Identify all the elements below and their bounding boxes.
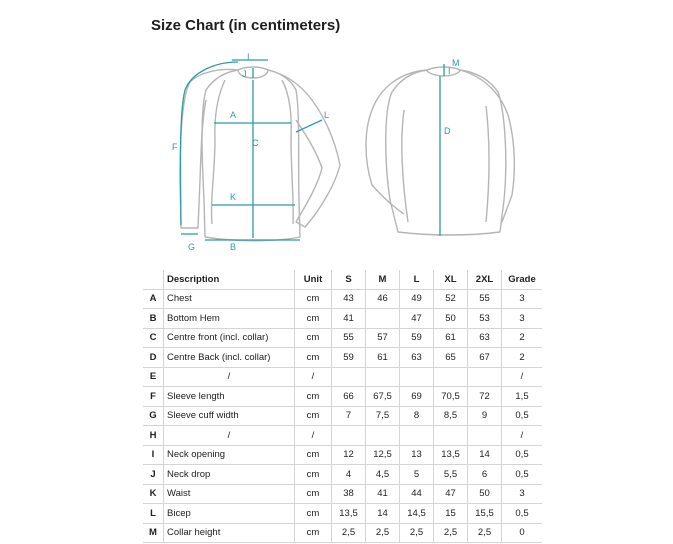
cell-m: 67,5 [366,387,400,407]
cell-grade: 0,5 [502,504,543,524]
col-header-l: L [400,270,434,289]
row-unit: cm [295,406,332,426]
cell-grade: 0 [502,523,543,543]
cell-l: 13 [400,445,434,465]
row-code: E [143,367,164,387]
label-G: G [188,242,196,252]
row-description: Neck drop [164,465,295,485]
row-code: I [143,445,164,465]
cell-2xl [468,426,502,446]
row-description: Bicep [164,504,295,524]
cell-s: 2,5 [332,523,366,543]
cell-l: 69 [400,387,434,407]
cell-grade: 0,5 [502,465,543,485]
label-L: L [324,110,330,120]
cell-s: 7 [332,406,366,426]
col-header-grade: Grade [502,270,543,289]
label-F: F [172,142,178,152]
col-header-xl: XL [434,270,468,289]
cell-m: 61 [366,348,400,368]
cell-s: 43 [332,289,366,309]
cell-2xl: 14 [468,445,502,465]
row-description: Collar height [164,523,295,543]
cell-s: 66 [332,387,366,407]
cell-grade: 0,5 [502,406,543,426]
cell-l: 49 [400,289,434,309]
table-row [143,309,542,329]
cell-s: 4 [332,465,366,485]
cell-s [332,367,366,387]
cell-2xl: 53 [468,309,502,329]
cell-2xl: 9 [468,406,502,426]
table-row [143,406,542,426]
row-unit: cm [295,348,332,368]
cell-l: 63 [400,348,434,368]
row-description: Chest [164,289,295,309]
col-header-2xl: 2XL [468,270,502,289]
label-M: M [452,58,460,68]
cell-l [400,367,434,387]
page-title: Size Chart (in centimeters) [151,17,341,34]
table-row [143,367,542,387]
front-shirt-outline [180,67,340,241]
row-unit: cm [295,309,332,329]
table-row [143,465,542,485]
row-code: C [143,328,164,348]
cell-grade: 2 [502,328,543,348]
row-description: Bottom Hem [164,309,295,329]
label-A: A [230,110,237,120]
cell-xl: 13,5 [434,445,468,465]
cell-2xl: 72 [468,387,502,407]
cell-2xl: 2,5 [468,523,502,543]
cell-grade: 0,5 [502,445,543,465]
cell-grade: 3 [502,309,543,329]
row-description: Centre Back (incl. collar) [164,348,295,368]
cell-xl [434,367,468,387]
row-unit: cm [295,465,332,485]
row-unit: cm [295,289,332,309]
table-row [143,328,542,348]
cell-m: 2,5 [366,523,400,543]
cell-grade: 2 [502,348,543,368]
table-row [143,523,542,543]
cell-xl: 65 [434,348,468,368]
cell-m: 14 [366,504,400,524]
row-unit: cm [295,328,332,348]
row-code: F [143,387,164,407]
cell-m [366,367,400,387]
cell-xl: 47 [434,484,468,504]
cell-l: 59 [400,328,434,348]
cell-grade: 1,5 [502,387,543,407]
garment-illustration [0,0,673,260]
col-header-m: M [366,270,400,289]
cell-xl: 70,5 [434,387,468,407]
cell-s: 12 [332,445,366,465]
cell-grade: 3 [502,484,543,504]
cell-2xl: 63 [468,328,502,348]
cell-xl [434,426,468,446]
cell-2xl: 6 [468,465,502,485]
table-row [143,484,542,504]
row-description: / [164,426,295,446]
cell-l: 44 [400,484,434,504]
row-code: M [143,523,164,543]
cell-s: 55 [332,328,366,348]
cell-2xl [468,367,502,387]
cell-l: 2,5 [400,523,434,543]
label-M-sub: I [448,66,451,76]
col-header-code [143,270,164,289]
col-header-s: S [332,270,366,289]
cell-s: 41 [332,309,366,329]
cell-l: 47 [400,309,434,329]
row-description: Sleeve length [164,387,295,407]
row-unit: cm [295,504,332,524]
cell-m: 46 [366,289,400,309]
cell-xl: 8,5 [434,406,468,426]
row-code: J [143,465,164,485]
cell-m: 12,5 [366,445,400,465]
cell-grade: / [502,426,543,446]
cell-m: 57 [366,328,400,348]
cell-m [366,426,400,446]
row-unit: cm [295,445,332,465]
row-description: Sleeve cuff width [164,406,295,426]
row-code: B [143,309,164,329]
garment-diagram [0,0,673,260]
table-row [143,504,542,524]
row-code: D [143,348,164,368]
cell-l: 14,5 [400,504,434,524]
cell-m: 41 [366,484,400,504]
cell-2xl: 15,5 [468,504,502,524]
cell-xl: 2,5 [434,523,468,543]
cell-m [366,309,400,329]
cell-2xl: 55 [468,289,502,309]
label-D: D [444,126,451,136]
cell-s: 59 [332,348,366,368]
table-row [143,445,542,465]
cell-2xl: 50 [468,484,502,504]
row-code: H [143,426,164,446]
size-table [143,270,542,543]
row-code: L [143,504,164,524]
row-unit: cm [295,387,332,407]
cell-l [400,426,434,446]
table-row [143,348,542,368]
row-unit: / [295,367,332,387]
cell-m: 4,5 [366,465,400,485]
row-description: / [164,367,295,387]
cell-grade: 3 [502,289,543,309]
cell-m: 7,5 [366,406,400,426]
label-C: C [252,138,259,148]
row-unit: / [295,426,332,446]
table-header-row [143,270,542,289]
row-description: Centre front (incl. collar) [164,328,295,348]
table-row [143,426,542,446]
label-K: K [230,192,237,202]
cell-l: 8 [400,406,434,426]
row-unit: cm [295,523,332,543]
cell-xl: 50 [434,309,468,329]
row-code: G [143,406,164,426]
label-J: J [242,69,247,79]
cell-xl: 15 [434,504,468,524]
label-B: B [230,242,237,252]
col-header-description: Description [164,270,295,289]
cell-s: 13,5 [332,504,366,524]
cell-l: 5 [400,465,434,485]
label-I: I [247,52,250,62]
cell-xl: 52 [434,289,468,309]
row-code: A [143,289,164,309]
row-description: Neck opening [164,445,295,465]
cell-s [332,426,366,446]
cell-xl: 61 [434,328,468,348]
table-row [143,289,542,309]
cell-grade: / [502,367,543,387]
cell-s: 38 [332,484,366,504]
row-unit: cm [295,484,332,504]
cell-xl: 5,5 [434,465,468,485]
cell-2xl: 67 [468,348,502,368]
col-header-unit: Unit [295,270,332,289]
table-row [143,387,542,407]
row-description: Waist [164,484,295,504]
row-code: K [143,484,164,504]
